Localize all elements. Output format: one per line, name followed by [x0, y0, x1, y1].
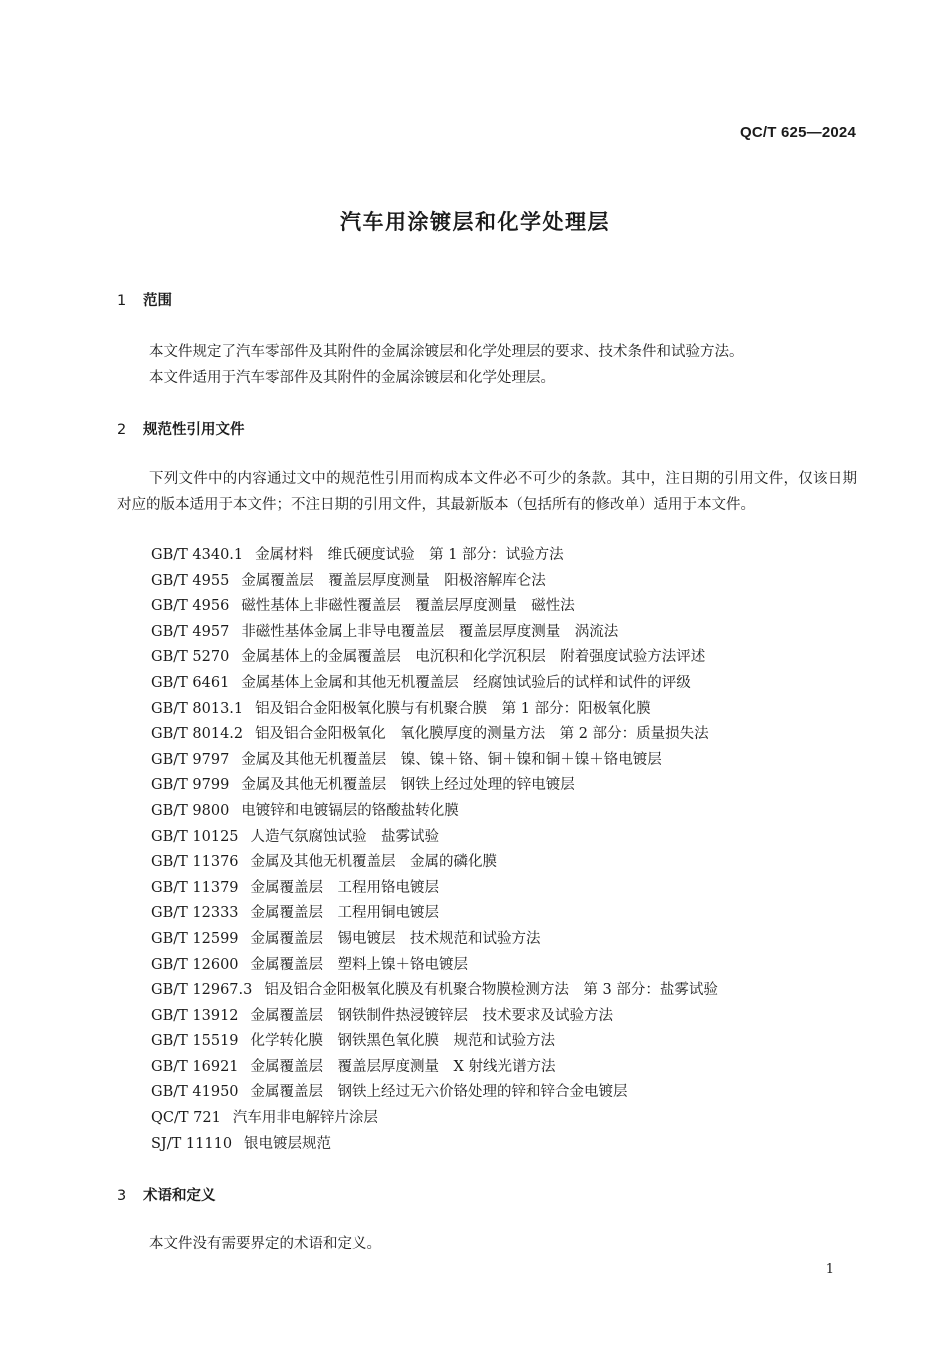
normative-references-intro: 下列文件中的内容通过文中的规范性引用而构成本文件必不可少的条款。其中，注日期的引用文件，仅该日期对应的版本适用于本文件；不注日期的引用文件，其最新版本（包括所有的修改单）适用于本文件。: [117, 471, 857, 513]
reference-code: GB/T 11379: [151, 879, 239, 896]
section-number: 1: [117, 293, 127, 309]
reference-title: 铝及铝合金阳极氧化膜及有机聚合物膜检测方法 第 3 部分：盐雾试验: [264, 982, 718, 999]
reference-item: [151, 1132, 718, 1158]
reference-item: [151, 543, 718, 569]
reference-title: 非磁性基体金属上非导电覆盖层 覆盖层厚度测量 涡流法: [241, 623, 619, 640]
reference-title: 磁性基体上非磁性覆盖层 覆盖层厚度测量 磁性法: [241, 598, 575, 615]
reference-item: [151, 773, 718, 799]
reference-code: GB/T 9797: [151, 751, 230, 768]
reference-code: GB/T 12967.3: [151, 982, 253, 999]
terms-paragraph: 本文件没有需要界定的术语和定义。: [149, 1236, 381, 1252]
reference-title: 人造气氛腐蚀试验 盐雾试验: [250, 828, 440, 845]
section-number: 3: [117, 1188, 127, 1204]
reference-title: 铝及铝合金阳极氧化膜与有机聚合膜 第 1 部分：阳极氧化膜: [255, 700, 651, 717]
reference-title: 汽车用非电解锌片涂层: [232, 1110, 378, 1127]
scope-paragraph-1: 本文件规定了汽车零部件及其附件的金属涂镀层和化学处理层的要求、技术条件和试验方法。: [149, 344, 744, 360]
reference-title: 金属及其他无机覆盖层 镍、镍＋铬、铜＋镍和铜＋镍＋铬电镀层: [241, 751, 662, 768]
reference-item: [151, 850, 718, 876]
reference-item: [151, 953, 718, 979]
reference-code: GB/T 5270: [151, 649, 230, 666]
page-number: 1: [825, 1262, 834, 1277]
reference-code: GB/T 13912: [151, 1007, 239, 1024]
reference-item: [151, 722, 718, 748]
reference-item: [151, 748, 718, 774]
reference-item: [151, 978, 718, 1004]
reference-title: 金属覆盖层 塑料上镍＋铬电镀层: [250, 956, 469, 973]
reference-code: GB/T 4955: [151, 572, 230, 589]
reference-code: GB/T 12333: [151, 905, 239, 922]
reference-title: 银电镀层规范: [244, 1135, 332, 1152]
reference-title: 金属覆盖层 锡电镀层 技术规范和试验方法: [250, 930, 541, 947]
reference-code: GB/T 4340.1: [151, 547, 244, 563]
reference-code: GB/T 12599: [151, 930, 239, 947]
reference-code: GB/T 16921: [151, 1058, 239, 1075]
reference-code: SJ/T 11110: [151, 1135, 233, 1152]
reference-item: [151, 1029, 718, 1055]
reference-item: [151, 594, 718, 620]
reference-item: [151, 901, 718, 927]
reference-item: [151, 1004, 718, 1030]
section-title: 规范性引用文件: [143, 422, 245, 438]
reference-code: GB/T 12600: [151, 956, 239, 973]
reference-title: 化学转化膜 钢铁黑色氧化膜 规范和试验方法: [250, 1033, 556, 1050]
reference-title: 金属覆盖层 钢铁上经过无六价铬处理的锌和锌合金电镀层: [250, 1084, 628, 1101]
reference-title: 金属覆盖层 工程用铜电镀层: [250, 905, 440, 922]
section-heading-scope: [117, 289, 172, 310]
reference-item: [151, 569, 718, 595]
reference-title: 电镀锌和电镀镉层的铬酸盐转化膜: [241, 802, 459, 819]
reference-item: [151, 1055, 718, 1081]
reference-title: 金属及其他无机覆盖层 金属的磷化膜: [250, 854, 498, 871]
reference-code: GB/T 4957: [151, 623, 230, 640]
reference-title: 金属基体上的金属覆盖层 电沉积和化学沉积层 附着强度试验方法评述: [241, 649, 706, 666]
scope-paragraph-2: 本文件适用于汽车零部件及其附件的金属涂镀层和化学处理层。: [149, 370, 555, 386]
reference-item: [151, 825, 718, 851]
reference-title: 铝及铝合金阳极氧化 氧化膜厚度的测量方法 第 2 部分：质量损失法: [255, 726, 709, 743]
reference-item: [151, 620, 718, 646]
reference-title: 金属基体上金属和其他无机覆盖层 经腐蚀试验后的试样和试件的评级: [241, 674, 691, 691]
reference-code: GB/T 41950: [151, 1084, 239, 1101]
reference-code: GB/T 11376: [151, 854, 239, 871]
reference-item: [151, 645, 718, 671]
reference-item: [151, 1106, 718, 1132]
section-heading-normative-references: [117, 418, 245, 439]
reference-code: GB/T 6461: [151, 674, 230, 691]
reference-item: [151, 671, 718, 697]
reference-code: GB/T 15519: [151, 1033, 239, 1050]
reference-code: GB/T 8013.1: [151, 700, 244, 717]
reference-code: GB/T 9799: [151, 777, 230, 794]
reference-item: [151, 697, 718, 723]
reference-code: GB/T 4956: [151, 598, 230, 615]
reference-code: GB/T 9800: [151, 802, 230, 819]
section-title: 术语和定义: [143, 1188, 216, 1204]
section-title: 范围: [143, 293, 172, 309]
reference-title: 金属覆盖层 覆盖层厚度测量 X 射线光谱方法: [250, 1058, 556, 1075]
reference-item: [151, 1080, 718, 1106]
reference-code: QC/T 721: [151, 1110, 221, 1127]
reference-code: GB/T 10125: [151, 828, 239, 845]
reference-list: [151, 543, 718, 1157]
reference-item: [151, 876, 718, 902]
section-heading-terms: [117, 1184, 216, 1205]
reference-title: 金属覆盖层 覆盖层厚度测量 阳极溶解库仑法: [241, 572, 546, 589]
section-number: 2: [117, 422, 127, 438]
document-title: 汽车用涂镀层和化学处理层: [340, 210, 610, 234]
reference-item: [151, 927, 718, 953]
standard-code: QC/T 625—2024: [740, 124, 856, 141]
reference-code: GB/T 8014.2: [151, 726, 244, 743]
reference-title: 金属覆盖层 钢铁制件热浸镀锌层 技术要求及试验方法: [250, 1007, 614, 1024]
reference-title: 金属及其他无机覆盖层 钢铁上经过处理的锌电镀层: [241, 777, 575, 794]
reference-title: 金属材料 维氏硬度试验 第 1 部分：试验方法: [255, 547, 564, 563]
reference-item: [151, 799, 718, 825]
reference-title: 金属覆盖层 工程用铬电镀层: [250, 879, 440, 896]
